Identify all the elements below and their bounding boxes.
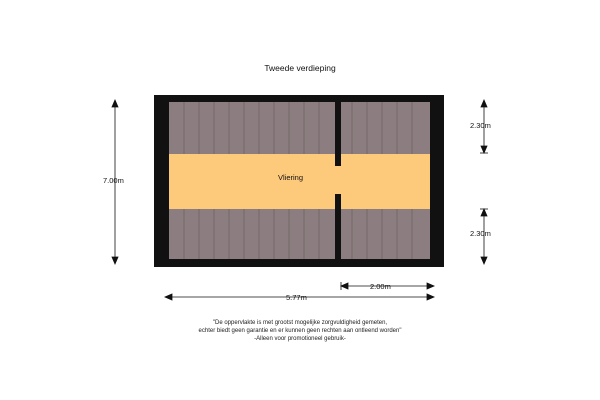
inner-wall-upper [335, 102, 341, 166]
upper-roof-slope [169, 102, 430, 154]
disclaimer-line-3: -Alleen voor promotioneel gebruik- [254, 336, 346, 342]
disclaimer-line-2: echter biedt geen garantie en er kunnen geen rechten aan ontleend worden" [198, 328, 402, 334]
inner-wall-lower [335, 194, 341, 259]
disclaimer-line-1: "De oppervlakte is met grootst mogelijke zorgvuldigheid gemeten, [212, 320, 388, 326]
dim-label-lower-slope: 2.30m [470, 229, 491, 238]
dim-label-total-depth: 7.00m [103, 176, 124, 185]
lower-roof-slope [169, 209, 430, 259]
dim-label-upper-slope: 2.30m [470, 121, 491, 130]
room-label-vliering: Vliering [278, 173, 304, 182]
disclaimer [0, 319, 600, 343]
dim-label-total-width: 5.77m [286, 293, 307, 302]
dim-label-partial-width: 2.00m [370, 282, 391, 291]
floor-title: Tweede verdieping [264, 63, 336, 73]
